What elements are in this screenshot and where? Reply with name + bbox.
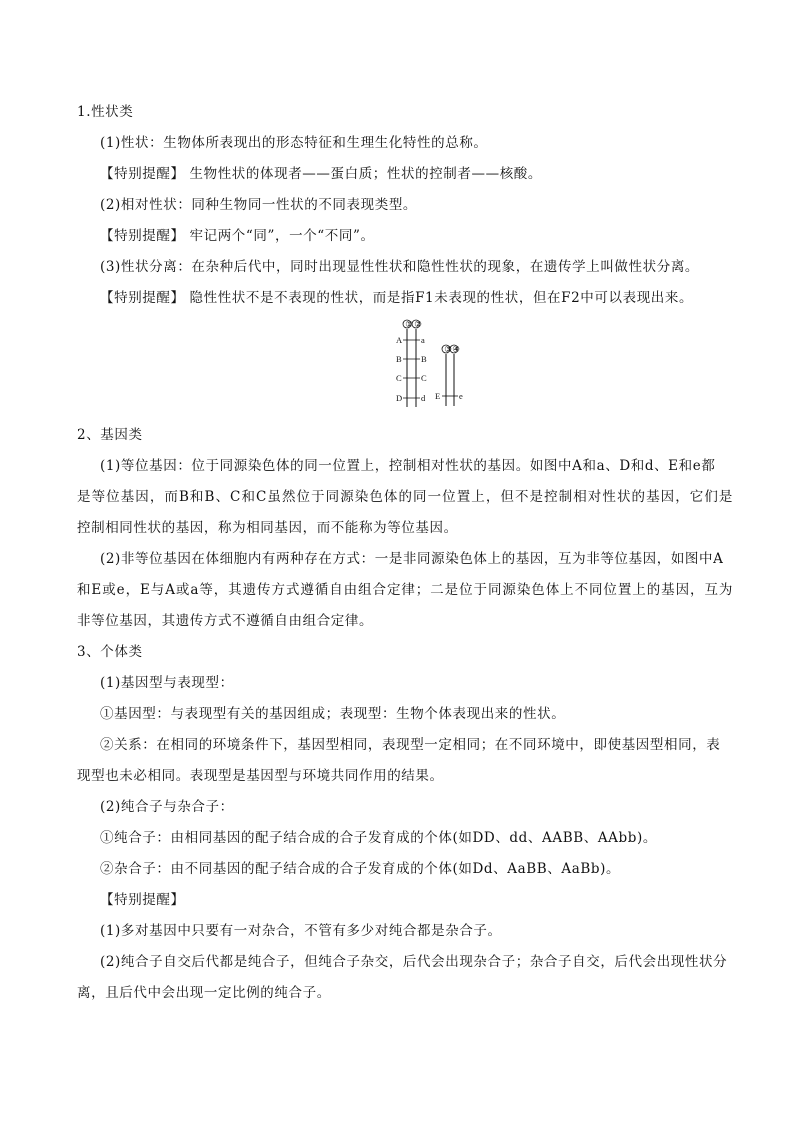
homologous-pair-2: [435, 344, 463, 406]
s3-paragraph-1b-line2: 现型也未必相同。表现型是基因型与环境共同作用的结果。: [77, 768, 444, 784]
pair1-label-left: ①: [405, 319, 413, 329]
s3-paragraph-2a: ①纯合子：由相同基因的配子结合成的合子发育成的个体(如DD、dd、AABB、AAbb)。: [100, 830, 657, 846]
s1-paragraph-2: (2)相对性状：同种生物同一性状的不同表现类型。: [100, 197, 418, 213]
s1-tip-1: 【特别提醒】 生物性状的体现者——蛋白质；性状的控制者——核酸。: [100, 166, 542, 182]
s3-paragraph-1a: ①基因型：与表现型有关的基因组成；表现型：生物个体表现出来的性状。: [100, 706, 566, 722]
s3-paragraph-1: (1)基因型与表现型：: [100, 675, 234, 691]
s3-tip-2-line1: (2)纯合子自交后代都是纯合子，但纯合子杂交，后代会出现杂合子；杂合子自交，后代会出现性状分: [100, 954, 728, 970]
s3-paragraph-2b: ②杂合子：由不同基因的配子结合成的合子发育成的个体(如Dd、AaBB、AaBb)。: [100, 861, 621, 877]
s2-p1-line1-text: (1)等位基因：位于同源染色体的同一位置上，控制相对性状的基因。如图中A和a、D和d、E和e都: [100, 458, 716, 474]
gene-left-B: B: [396, 354, 402, 364]
s1-paragraph-3: (3)性状分离：在杂种后代中，同时出现显性性状和隐性性状的现象，在遗传学上叫做性状分离。: [100, 259, 700, 275]
s2-p1-line2: 是等位基因，而B和B、C和C虽然位于同源染色体的同一位置上，但不是控制相对性状的基因，它们是: [77, 489, 733, 505]
gene-right-d: d: [421, 393, 426, 403]
s3-tip-1: (1)多对基因中只要有一对杂合，不管有多少对纯合都是杂合子。: [100, 923, 502, 939]
s1-paragraph-1: (1)性状：生物体所表现出的形态特征和生理生化特性的总称。: [100, 135, 488, 151]
s2-p2-line1: (2)非等位基因在体细胞内有两种存在方式：一是非同源染色体上的基因，互为非等位基因，如图中A: [100, 551, 724, 567]
s2-p1-line1: [100, 457, 736, 475]
s3-tip-2-line2: 离，且后代中会出现一定比例的纯合子。: [77, 985, 331, 1001]
s3-paragraph-2: (2)纯合子与杂合子：: [100, 799, 234, 815]
s2-p1-line3: 控制相同性状的基因，称为相同基因，而不能称为等位基因。: [77, 520, 458, 536]
gene-pair2-e: e: [459, 391, 463, 401]
gene-left-C: C: [396, 373, 402, 383]
homologous-pair-1: [396, 319, 427, 407]
pair2-label-right: ④: [452, 344, 460, 354]
section-3-title: 3、个体类: [77, 644, 143, 660]
s2-p2-line3: 非等位基因，其遗传方式不遵循自由组合定律。: [77, 613, 374, 629]
gene-right-C: C: [421, 373, 427, 383]
pair2-label-left: ③: [444, 344, 452, 354]
gene-right-B: B: [421, 354, 427, 364]
gene-right-a: a: [421, 335, 425, 345]
s1-tip-3: 【特别提醒】 隐性性状不是不表现的性状，而是指F1未表现的性状，但在F2中可以表现出来。: [100, 290, 694, 306]
s3-tip-heading: 【特别提醒】: [100, 892, 185, 908]
section-2-title: 2、基因类: [77, 427, 143, 443]
section-1-title: 1.性状类: [77, 104, 134, 120]
s1-tip-2: 【特别提醒】 牢记两个“同”，一个“不同”。: [100, 228, 375, 244]
s2-p2-line2: 和E或e，E与A或a等，其遗传方式遵循自由组合定律；二是位于同源染色体上不同位置上的基因，互为: [77, 582, 733, 598]
s3-paragraph-1b-line1: ②关系：在相同的环境条件下，基因型相同，表现型一定相同；在不同环境中，即使基因型相同，表: [100, 737, 721, 753]
pair1-label-right: ②: [414, 319, 422, 329]
gene-left-A: A: [396, 335, 403, 345]
chromosome-diagram: [390, 318, 470, 410]
gene-left-D: D: [396, 393, 403, 403]
gene-pair2-E: E: [435, 391, 441, 401]
